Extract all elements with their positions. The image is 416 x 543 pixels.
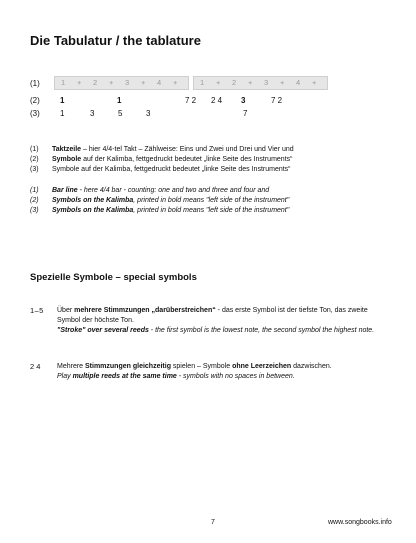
beat: 4 bbox=[157, 78, 162, 87]
kalimba-number: 3 bbox=[146, 109, 151, 118]
website-link[interactable]: www.songbooks.info bbox=[328, 519, 392, 526]
kalimba-symbol: 2 4 bbox=[211, 96, 223, 105]
desc-text: - the first symbol is the lowest note, the second symbol the highest note. bbox=[148, 327, 375, 334]
kalimba-symbol: 3 bbox=[241, 96, 246, 105]
desc-text: - symbols with no spaces in between. bbox=[176, 373, 295, 380]
desc-term: multiple reeds at the same time bbox=[72, 373, 177, 380]
legend-number: (2) bbox=[30, 197, 39, 204]
beat: + bbox=[109, 78, 114, 87]
row-label-2: (2) bbox=[30, 96, 40, 105]
page-number: 7 bbox=[211, 519, 215, 526]
legend-number: (1) bbox=[30, 146, 39, 153]
kalimba-number: 1 bbox=[60, 109, 65, 118]
kalimba-symbol: 7 2 bbox=[271, 96, 283, 105]
desc-term: "Stroke" over several reeds bbox=[57, 327, 149, 334]
beat: 4 bbox=[296, 78, 301, 87]
beat: + bbox=[173, 78, 178, 87]
beat: 2 bbox=[93, 78, 98, 87]
legend-text: – hier 4/4-tel Takt – Zählweise: Eins und Zwei und Drei und Vier und bbox=[81, 146, 294, 153]
desc-text: spielen – Symbole bbox=[170, 363, 233, 370]
beat: + bbox=[141, 78, 146, 87]
beat: 3 bbox=[125, 78, 130, 87]
legend-en-3 bbox=[30, 206, 390, 216]
kalimba-number: 3 bbox=[90, 109, 95, 118]
beat: 1 bbox=[61, 78, 66, 87]
legend-number: (1) bbox=[30, 187, 39, 194]
beat: + bbox=[248, 78, 253, 87]
desc-text: Play bbox=[57, 373, 73, 380]
desc-term: mehrere Stimmzungen „darüberstreichen“ bbox=[74, 307, 216, 314]
desc-text: Über bbox=[57, 307, 75, 314]
beat: 2 bbox=[232, 78, 237, 87]
stroke-description bbox=[57, 306, 377, 336]
beat: 3 bbox=[264, 78, 269, 87]
beat: + bbox=[280, 78, 285, 87]
legend-en-2 bbox=[30, 196, 390, 206]
chord-symbol: 2 4 bbox=[30, 362, 41, 371]
desc-term: Stimmzungen gleichzeitig bbox=[85, 363, 171, 370]
legend-number: (3) bbox=[30, 166, 39, 173]
desc-text: dazwischen. bbox=[291, 363, 332, 370]
legend-text: , printed in bold means "left side of the instrument" bbox=[133, 207, 290, 214]
chord-description bbox=[57, 362, 377, 382]
desc-text: - das erste Symbol ist der tiefste Ton, das zweite Symbol der höchste Ton. bbox=[57, 307, 368, 324]
legend-text: - here 4/4 bar - counting: one and two and three and four and bbox=[77, 187, 270, 194]
legend-number: (2) bbox=[30, 156, 39, 163]
beat: + bbox=[216, 78, 221, 87]
row-label-1: (1) bbox=[30, 79, 40, 88]
desc-term: ohne Leerzeichen bbox=[232, 363, 292, 370]
legend-text: Symbole auf der Kalimba, fettgedruckt bedeutet „linke Seite des Instruments“ bbox=[52, 166, 291, 173]
legend-number: (3) bbox=[30, 207, 39, 214]
kalimba-symbol: 1 bbox=[60, 96, 65, 105]
legend-term: Symbols on the Kalimba bbox=[52, 207, 134, 214]
beat: + bbox=[312, 78, 317, 87]
bar-line-2 bbox=[193, 76, 328, 90]
beat: 1 bbox=[200, 78, 205, 87]
legend-en-1 bbox=[30, 186, 390, 196]
beat: + bbox=[77, 78, 82, 87]
legend-term: Bar line bbox=[52, 187, 78, 194]
kalimba-symbol: 1 bbox=[117, 96, 122, 105]
legend-text: , printed in bold means "left side of the instrument" bbox=[133, 197, 290, 204]
legend-term: Symbole bbox=[52, 156, 82, 163]
kalimba-number: 7 bbox=[243, 109, 248, 118]
legend-text: auf der Kalimba, fettgedruckt bedeutet „linke Seite des Instruments“ bbox=[81, 156, 293, 163]
kalimba-symbol: 7 2 bbox=[185, 96, 197, 105]
legend-de-3 bbox=[30, 165, 390, 175]
legend-de-2 bbox=[30, 155, 390, 165]
legend-term: Taktzeile bbox=[52, 146, 82, 153]
bar-line-1 bbox=[54, 76, 189, 90]
page-title: Die Tabulatur / the tablature bbox=[30, 33, 201, 48]
desc-text: Mehrere bbox=[57, 363, 86, 370]
legend-term: Symbols on the Kalimba bbox=[52, 197, 134, 204]
row-label-3: (3) bbox=[30, 109, 40, 118]
legend-de-1 bbox=[30, 145, 390, 155]
stroke-symbol: 1⌣5 bbox=[30, 306, 44, 315]
section-title: Spezielle Symbole – special symbols bbox=[30, 272, 197, 283]
kalimba-number: 5 bbox=[118, 109, 123, 118]
